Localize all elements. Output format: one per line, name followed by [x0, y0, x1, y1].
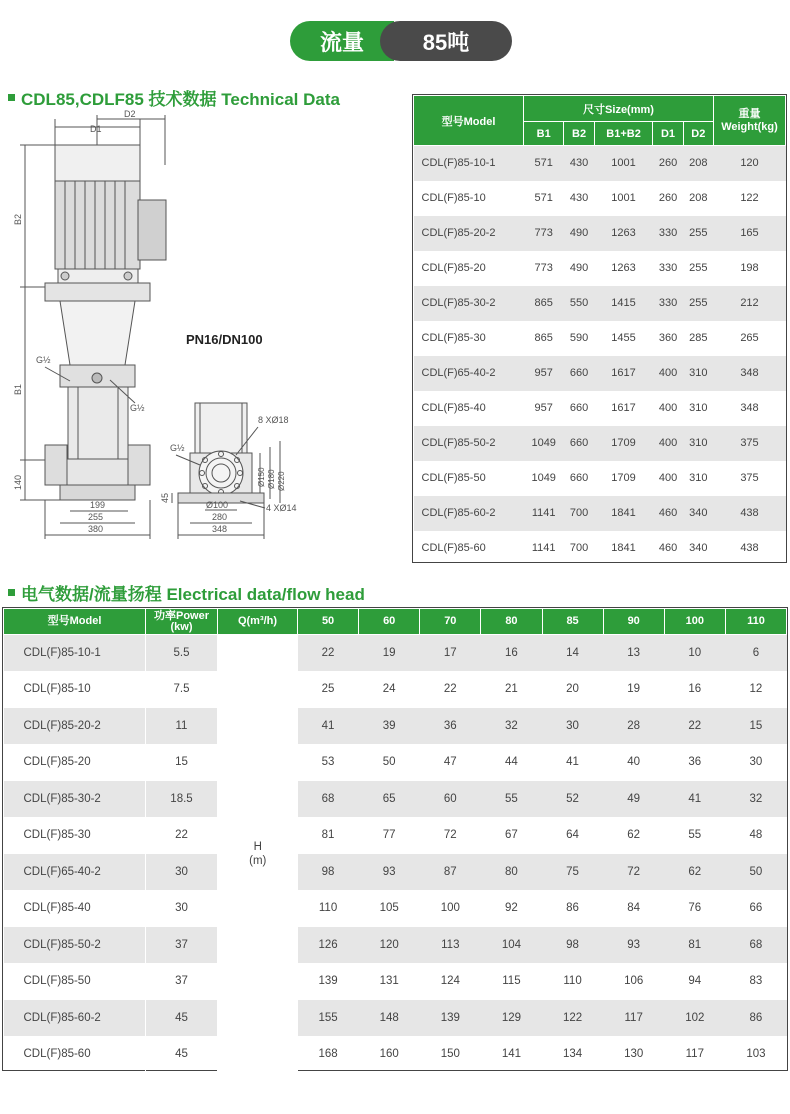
elec-cell-head: 86 — [725, 1000, 786, 1037]
tech-cell-weight: 438 — [740, 542, 759, 554]
tech-cell-d2: 285 — [689, 332, 708, 344]
tech-cell-b2: 430 — [564, 146, 594, 181]
tech-cell-weight: 348 — [740, 402, 759, 414]
elec-cell-head: 66 — [749, 902, 763, 915]
bullet-square-icon — [8, 94, 15, 101]
tech-cell-b1b2: 1455 — [611, 332, 636, 344]
flow-value: 85吨 — [380, 21, 512, 61]
dim-b2-label: B2 — [13, 213, 23, 225]
elec-header-power-line2: (kw) — [170, 620, 193, 633]
elec-cell-head: 98 — [298, 854, 359, 891]
elec-cell-head: 36 — [420, 708, 481, 745]
elec-cell-head: 39 — [359, 708, 420, 745]
dim-220-label: Ø220 — [277, 471, 286, 491]
elec-header-flow: 110 — [725, 609, 786, 635]
elec-cell-head: 80 — [481, 854, 542, 891]
elec-cell-power: 37 — [146, 963, 218, 1000]
elec-cell-head: 115 — [502, 975, 521, 988]
tech-table-row — [414, 461, 786, 496]
elec-cell-head: 41 — [664, 781, 725, 818]
elec-cell-head: 110 — [318, 902, 338, 915]
tech-cell-b1: 773 — [524, 216, 564, 251]
elec-cell-head: 83 — [749, 975, 763, 988]
elec-cell-power: 22 — [146, 817, 218, 854]
elec-header-flow: 50 — [298, 609, 359, 635]
dim-199-label: 199 — [90, 500, 106, 510]
elec-cell-head: 76 — [688, 902, 702, 915]
elec-header-power-line1: 功率Power — [153, 609, 209, 622]
elec-cell-head: 16 — [481, 635, 542, 672]
tech-cell-d2: 208 — [689, 192, 708, 204]
tech-cell-d1: 360 — [658, 332, 678, 344]
elec-cell-head: 134 — [562, 1048, 583, 1061]
tech-cell-b2: 660 — [569, 402, 589, 414]
elec-cell-head: 55 — [481, 781, 542, 818]
elec-cell-head: 50 — [382, 756, 396, 769]
elec-cell-head: 148 — [359, 1000, 420, 1037]
elec-cell-head: 75 — [542, 854, 603, 891]
tech-cell-weight: 375 — [740, 472, 759, 484]
elec-header-q: Q(m³/h) — [218, 609, 298, 635]
tech-table-row — [414, 286, 786, 321]
elec-cell-head: 41 — [566, 756, 579, 769]
elec-cell-head: 62 — [664, 854, 725, 891]
tech-cell-d1: 400 — [658, 472, 678, 484]
dim-g-half-label-1: G½ — [36, 355, 51, 365]
elec-cell-head: 92 — [505, 902, 518, 915]
elec-cell-head: 49 — [603, 781, 664, 818]
dim-g-half-label-3: G½ — [170, 443, 185, 453]
tech-table-row — [414, 181, 786, 216]
elec-cell-head: 14 — [542, 635, 603, 672]
elec-section-title — [8, 580, 365, 605]
elec-cell-head: 150 — [440, 1048, 460, 1061]
elec-cell-power: 15 — [146, 744, 218, 781]
elec-cell-head: 22 — [443, 683, 457, 696]
tech-header-b2: B2 — [564, 122, 594, 146]
elec-cell-head: 16 — [688, 683, 702, 696]
elec-header-flow: 70 — [420, 609, 481, 635]
elec-cell-head: 110 — [563, 975, 582, 988]
tech-cell-d2: 310 — [683, 426, 713, 461]
elec-cell-head: 15 — [725, 708, 786, 745]
tech-cell-d2: 255 — [689, 262, 708, 274]
elec-cell-model: CDL(F)85-40 — [23, 902, 91, 915]
tech-cell-d1: 400 — [653, 356, 683, 391]
tech-cell-b2: 430 — [569, 192, 589, 204]
elec-cell-head: 30 — [542, 708, 603, 745]
tech-cell-weight: 375 — [714, 426, 786, 461]
elec-cell-head: 72 — [603, 854, 664, 891]
elec-header-flow: 90 — [603, 609, 664, 635]
tech-section-title-text: CDL85,CDLF85 技术数据 Technical Data — [21, 90, 340, 109]
elec-cell-model: CDL(F)85-20-2 — [4, 708, 146, 745]
tech-cell-d1: 260 — [658, 192, 678, 204]
dim-280-label: 280 — [212, 512, 228, 522]
tech-header-b1: B1 — [524, 122, 564, 146]
elec-cell-head: 139 — [318, 975, 338, 988]
tech-header-weight: 重量 Weight(kg) — [714, 96, 786, 146]
elec-cell-head: 141 — [501, 1048, 522, 1061]
elec-table-row — [4, 781, 787, 818]
elec-cell-head: 20 — [566, 683, 579, 696]
elec-header-flow: 100 — [664, 609, 725, 635]
elec-cell-head: 32 — [481, 708, 542, 745]
tech-cell-b2: 660 — [564, 356, 594, 391]
pn-dn-label: PN16/DN100 — [186, 332, 263, 347]
elec-cell-head: 22 — [664, 708, 725, 745]
elec-table-row — [4, 708, 787, 745]
tech-table-row — [414, 391, 786, 426]
elec-table-row — [4, 817, 787, 854]
elec-cell-head: 22 — [298, 635, 359, 672]
elec-cell-head: 160 — [379, 1048, 399, 1061]
elec-cell-head: 103 — [746, 1048, 766, 1061]
elec-cell-head: 36 — [688, 756, 702, 769]
tech-cell-model: CDL(F)85-60 — [421, 542, 486, 554]
tech-cell-d1: 400 — [658, 402, 678, 414]
elec-header-flow: 60 — [359, 609, 420, 635]
elec-cell-head: 6 — [725, 635, 786, 672]
elec-cell-head: 168 — [318, 1048, 338, 1061]
tech-cell-d1: 460 — [653, 496, 683, 531]
tech-cell-model: CDL(F)65-40-2 — [414, 356, 524, 391]
elec-table-row — [4, 671, 787, 708]
tech-cell-b1b2: 1617 — [611, 402, 636, 414]
tech-cell-model: CDL(F)85-20 — [421, 262, 486, 274]
dim-100-label: Ø100 — [206, 500, 229, 510]
dim-380-label: 380 — [88, 524, 104, 534]
elec-cell-head: 113 — [420, 927, 481, 964]
elec-cell-head: 93 — [603, 927, 664, 964]
elec-cell-head: 122 — [542, 1000, 603, 1037]
tech-cell-model: CDL(F)85-60-2 — [414, 496, 524, 531]
tech-table-row — [414, 531, 786, 566]
elec-cell-head: 53 — [321, 756, 335, 769]
elec-header-power — [146, 609, 218, 635]
tech-cell-b1: 1141 — [524, 496, 564, 531]
tech-cell-d1: 330 — [653, 286, 683, 321]
tech-header-d1: D1 — [653, 122, 683, 146]
elec-cell-head: 64 — [566, 829, 579, 842]
elec-cell-head: 139 — [420, 1000, 481, 1037]
tech-cell-model: CDL(F)85-50-2 — [414, 426, 524, 461]
elec-cell-head: 19 — [359, 635, 420, 672]
tech-cell-model: CDL(F)85-10-1 — [414, 146, 524, 181]
elec-cell-head: 130 — [624, 1048, 644, 1061]
elec-cell-model: CDL(F)85-20 — [23, 756, 91, 769]
elec-cell-head: 44 — [505, 756, 518, 769]
tech-cell-weight: 212 — [714, 286, 786, 321]
elec-cell-power: 7.5 — [146, 671, 218, 708]
tech-cell-d2: 310 — [689, 402, 708, 414]
tech-cell-b1: 865 — [524, 286, 564, 321]
elec-cell-power: 45 — [146, 1036, 218, 1073]
elec-cell-head: 25 — [321, 683, 335, 696]
tech-cell-b1: 1049 — [524, 426, 564, 461]
elec-cell-head: 62 — [627, 829, 641, 842]
elec-cell-model: CDL(F)85-30-2 — [4, 781, 146, 818]
elec-cell-model: CDL(F)85-10 — [23, 683, 91, 696]
elec-cell-model: CDL(F)65-40-2 — [4, 854, 146, 891]
dim-150-label: Ø150 — [257, 467, 266, 487]
tech-cell-d2: 310 — [689, 472, 708, 484]
tech-table-row — [414, 251, 786, 286]
elec-cell-head: 30 — [749, 756, 763, 769]
tech-cell-b2: 700 — [569, 542, 589, 554]
tech-header-size: 尺寸Size(mm) — [524, 96, 714, 122]
tech-cell-b2: 490 — [569, 262, 589, 274]
tech-cell-b1: 571 — [524, 146, 564, 181]
tech-cell-b2: 550 — [564, 286, 594, 321]
elec-cell-head: 55 — [688, 829, 702, 842]
tech-cell-b1b2: 1001 — [594, 146, 653, 181]
tech-cell-d2: 310 — [683, 356, 713, 391]
dim-b1-label: B1 — [13, 383, 23, 395]
elec-cell-head: 77 — [382, 829, 396, 842]
tech-cell-b1: 571 — [534, 192, 553, 204]
elec-header-model: 型号Model — [4, 609, 146, 635]
elec-cell-power: 30 — [146, 854, 218, 891]
tech-cell-b1b2: 1617 — [594, 356, 653, 391]
tech-cell-b2: 660 — [564, 426, 594, 461]
dim-255-label: 255 — [88, 512, 104, 522]
elec-table-row — [4, 1000, 787, 1037]
elec-section-title-text: 电气数据/流量扬程 Electrical data/flow head — [21, 585, 365, 604]
tech-cell-b1b2: 1841 — [594, 496, 653, 531]
tech-cell-model: CDL(F)85-50 — [421, 472, 486, 484]
elec-cell-head: 87 — [420, 854, 481, 891]
elec-h-label-line1: H — [253, 840, 262, 853]
elec-header-flow: 80 — [481, 609, 542, 635]
elec-table-row — [4, 890, 787, 927]
elec-cell-model: CDL(F)85-10-1 — [4, 635, 146, 672]
elec-cell-head: 13 — [603, 635, 664, 672]
elec-cell-head: 129 — [481, 1000, 542, 1037]
tech-header-model: 型号Model — [414, 96, 524, 146]
elec-cell-head: 98 — [542, 927, 603, 964]
tech-cell-model: CDL(F)85-30 — [421, 332, 486, 344]
elec-cell-head: 72 — [443, 829, 457, 842]
tech-cell-b2: 700 — [564, 496, 594, 531]
dim-45-label: 45 — [160, 492, 170, 503]
tech-cell-weight: 348 — [714, 356, 786, 391]
tech-cell-weight: 438 — [714, 496, 786, 531]
elec-cell-head: 94 — [688, 975, 702, 988]
elec-cell-head: 68 — [725, 927, 786, 964]
tech-table-row — [414, 216, 786, 251]
elec-cell-power: 45 — [146, 1000, 218, 1037]
tech-cell-b2: 660 — [569, 472, 589, 484]
bullet-square-icon — [8, 589, 15, 596]
elec-cell-head: 41 — [298, 708, 359, 745]
dim-d1-label: D1 — [90, 124, 102, 134]
elec-cell-power: 18.5 — [146, 781, 218, 818]
elec-cell-head: 84 — [627, 902, 641, 915]
tech-cell-b1: 773 — [534, 262, 553, 274]
elec-cell-head: 105 — [379, 902, 399, 915]
elec-cell-head: 117 — [603, 1000, 664, 1037]
elec-cell-head: 155 — [298, 1000, 359, 1037]
elec-cell-head: 48 — [749, 829, 763, 842]
pump-drawing — [0, 105, 410, 555]
elec-table-row — [4, 854, 787, 891]
elec-cell-head: 104 — [481, 927, 542, 964]
elec-cell-head: 68 — [298, 781, 359, 818]
tech-cell-b1b2: 1709 — [611, 472, 636, 484]
tech-cell-b1b2: 1263 — [611, 262, 636, 274]
tech-cell-d1: 260 — [653, 146, 683, 181]
tech-cell-d1: 400 — [653, 426, 683, 461]
tech-cell-d1: 330 — [653, 216, 683, 251]
elec-table-row — [4, 744, 787, 781]
tech-header-b1b2: B1+B2 — [594, 122, 653, 146]
tech-cell-b1b2: 1001 — [611, 192, 636, 204]
elec-cell-head: 93 — [359, 854, 420, 891]
dim-g-half-label-2: G½ — [130, 403, 145, 413]
elec-cell-head: 131 — [379, 975, 399, 988]
elec-cell-power: 5.5 — [146, 635, 218, 672]
tech-cell-weight: 122 — [740, 192, 759, 204]
tech-table-row — [414, 321, 786, 356]
elec-table-row — [4, 635, 787, 672]
elec-cell-head: 86 — [566, 902, 579, 915]
elec-table-row — [4, 963, 787, 1000]
tech-cell-d2: 208 — [683, 146, 713, 181]
tech-table-row — [414, 426, 786, 461]
flow-label: 流量 — [290, 21, 394, 61]
flow-badge — [290, 21, 512, 61]
elec-cell-head: 102 — [664, 1000, 725, 1037]
elec-cell-head: 19 — [627, 683, 641, 696]
tech-cell-d2: 340 — [683, 496, 713, 531]
tech-header-d2: D2 — [683, 122, 713, 146]
elec-table — [2, 607, 788, 1071]
elec-cell-model: CDL(F)85-30 — [23, 829, 91, 842]
elec-cell-head: 10 — [664, 635, 725, 672]
tech-cell-d1: 460 — [658, 542, 678, 554]
tech-cell-d2: 255 — [683, 286, 713, 321]
elec-cell-head: 126 — [298, 927, 359, 964]
elec-cell-head: 67 — [505, 829, 518, 842]
tech-cell-b1: 1141 — [531, 542, 556, 554]
tech-cell-d2: 255 — [683, 216, 713, 251]
dim-bolt8-label: 8 XØ18 — [258, 415, 289, 425]
tech-cell-b1b2: 1263 — [594, 216, 653, 251]
tech-cell-b2: 590 — [569, 332, 589, 344]
elec-header-flow: 85 — [542, 609, 603, 635]
tech-table-row — [414, 146, 786, 181]
tech-cell-b1: 957 — [524, 356, 564, 391]
tech-cell-weight: 120 — [714, 146, 786, 181]
tech-table-row — [414, 356, 786, 391]
elec-cell-model: CDL(F)85-50-2 — [4, 927, 146, 964]
tech-cell-model: CDL(F)85-30-2 — [414, 286, 524, 321]
elec-cell-h-label — [218, 635, 298, 1073]
tech-cell-model: CDL(F)85-20-2 — [414, 216, 524, 251]
elec-cell-head: 65 — [359, 781, 420, 818]
elec-cell-head: 50 — [725, 854, 786, 891]
elec-cell-head: 100 — [440, 902, 460, 915]
tech-cell-b1b2: 1415 — [594, 286, 653, 321]
dim-bolt4-label: 4 XØ14 — [266, 503, 297, 513]
elec-cell-head: 17 — [420, 635, 481, 672]
elec-cell-power: 30 — [146, 890, 218, 927]
elec-table-row — [4, 1036, 787, 1073]
tech-cell-weight: 165 — [714, 216, 786, 251]
elec-cell-model: CDL(F)85-60 — [23, 1048, 91, 1061]
elec-cell-head: 47 — [443, 756, 457, 769]
elec-cell-head: 60 — [420, 781, 481, 818]
dim-180-label: Ø180 — [267, 469, 276, 489]
tech-table — [412, 94, 787, 563]
tech-cell-weight: 198 — [740, 262, 759, 274]
tech-cell-b2: 490 — [564, 216, 594, 251]
tech-cell-d2: 340 — [689, 542, 708, 554]
tech-cell-model: CDL(F)85-10 — [421, 192, 486, 204]
elec-cell-head: 52 — [542, 781, 603, 818]
elec-cell-head: 117 — [685, 1048, 704, 1061]
dim-348-label: 348 — [212, 524, 228, 534]
tech-cell-b1b2: 1709 — [594, 426, 653, 461]
elec-cell-head: 120 — [359, 927, 420, 964]
tech-cell-b1: 865 — [534, 332, 553, 344]
elec-cell-head: 81 — [664, 927, 725, 964]
elec-cell-head: 24 — [382, 683, 396, 696]
elec-cell-head: 106 — [624, 975, 644, 988]
tech-cell-d1: 330 — [658, 262, 678, 274]
tech-table-row — [414, 496, 786, 531]
elec-table-row — [4, 927, 787, 964]
elec-h-label-line2: (m) — [249, 854, 267, 867]
tech-cell-b1: 957 — [534, 402, 553, 414]
elec-cell-model: CDL(F)85-50 — [23, 975, 91, 988]
elec-cell-head: 12 — [749, 683, 763, 696]
tech-cell-b1: 1049 — [531, 472, 556, 484]
pump-dimension-drawing — [0, 105, 410, 555]
elec-cell-power: 11 — [146, 708, 218, 745]
elec-cell-head: 81 — [321, 829, 335, 842]
dim-140-label: 140 — [13, 474, 23, 490]
elec-cell-model: CDL(F)85-60-2 — [4, 1000, 146, 1037]
elec-cell-head: 40 — [627, 756, 641, 769]
dim-d2-label: D2 — [124, 109, 136, 119]
tech-cell-weight: 265 — [740, 332, 759, 344]
elec-cell-power: 37 — [146, 927, 218, 964]
elec-cell-head: 21 — [505, 683, 518, 696]
tech-cell-model: CDL(F)85-40 — [421, 402, 486, 414]
elec-cell-head: 32 — [725, 781, 786, 818]
elec-cell-head: 28 — [603, 708, 664, 745]
tech-cell-b1b2: 1841 — [611, 542, 636, 554]
elec-cell-head: 124 — [440, 975, 460, 988]
